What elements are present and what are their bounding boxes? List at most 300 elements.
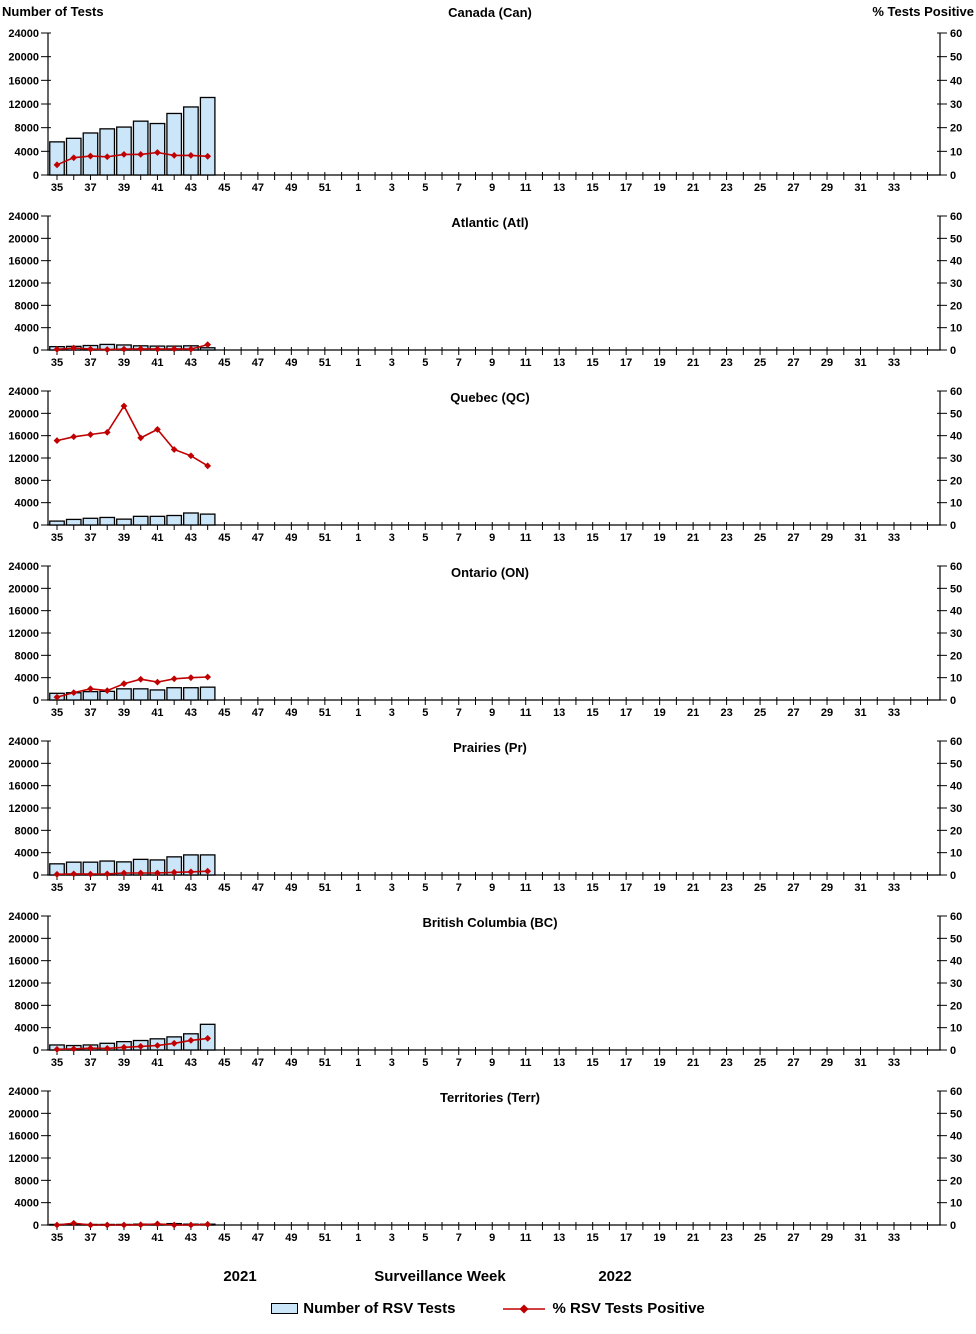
rsv-tests-bar-week-37 [83, 692, 98, 700]
x-axis-tick-label: 9 [489, 1232, 496, 1244]
percent-positive-marker-week-43 [188, 1222, 195, 1229]
left-axis-tick-label: 24000 [8, 211, 39, 223]
x-axis-tick-label: 31 [854, 357, 867, 369]
right-axis-tick-label: 60 [950, 28, 963, 40]
x-axis-tick-label: 39 [117, 1232, 131, 1244]
rsv-tests-bar-week-36 [66, 519, 81, 525]
panel-canada-can [0, 0, 976, 196]
right-axis-tick-label: 50 [950, 51, 963, 64]
x-axis-tick-label: 47 [251, 182, 265, 194]
x-axis-tick-label: 39 [117, 882, 131, 894]
x-axis-tick-label: 35 [50, 1232, 64, 1244]
x-axis-tick-label: 17 [620, 882, 633, 894]
x-axis-tick-label: 13 [553, 182, 566, 194]
x-axis-tick-label: 1 [355, 532, 362, 544]
left-axis-tick-label: 24000 [8, 911, 39, 923]
x-axis-tick-label: 9 [489, 882, 496, 894]
rsv-tests-bar-week-35 [50, 521, 65, 525]
x-axis-tick-label: 21 [686, 707, 700, 719]
right-axis-tick-label: 50 [950, 758, 963, 771]
year-2022-label: 2022 [598, 1268, 632, 1285]
x-axis-tick-label: 33 [887, 707, 901, 719]
right-axis-tick-label: 60 [950, 561, 963, 573]
left-axis-tick-label: 4000 [14, 1022, 39, 1035]
x-axis-tick-label: 11 [519, 357, 532, 369]
right-axis-tick-label: 30 [950, 278, 963, 290]
x-axis-tick-label: 23 [720, 357, 733, 369]
x-axis-tick-label: 3 [388, 182, 395, 194]
left-axis-tick-label: 20000 [8, 933, 39, 946]
x-axis-tick-label: 17 [620, 182, 633, 194]
year-2021-label: 2021 [223, 1268, 257, 1285]
right-axis-tick-label: 0 [950, 695, 957, 707]
percent-positive-marker-week-40 [137, 676, 144, 683]
x-axis-tick-label: 25 [753, 182, 767, 194]
x-axis-tick-label: 41 [151, 532, 164, 544]
x-axis-tick-label: 5 [422, 182, 429, 194]
x-axis-tick-label: 43 [184, 182, 198, 194]
rsv-tests-bar-week-43 [184, 107, 199, 175]
x-axis-tick-label: 37 [84, 357, 97, 369]
x-axis-tick-label: 27 [787, 707, 800, 719]
x-axis-tick-label: 1 [355, 357, 362, 369]
panel-title-quebec-qc: Quebec (QC) [450, 390, 530, 405]
x-axis-tick-label: 39 [117, 357, 131, 369]
x-axis-tick-label: 27 [787, 1057, 800, 1069]
x-axis-tick-label: 3 [388, 357, 395, 369]
x-axis-tick-label: 21 [686, 1232, 700, 1244]
percent-positive-marker-week-41 [154, 679, 161, 686]
left-axis-tick-label: 0 [32, 170, 39, 182]
x-axis-tick-label: 19 [653, 1057, 666, 1069]
percent-positive-marker-week-39 [121, 1222, 128, 1229]
right-axis-tick-label: 20 [950, 825, 963, 838]
left-axis-tick-label: 12000 [8, 453, 39, 465]
x-axis-tick-label: 43 [184, 1232, 198, 1244]
x-axis-tick-label: 21 [686, 882, 700, 894]
x-axis-tick-label: 25 [753, 357, 767, 369]
x-axis-tick-label: 17 [620, 707, 633, 719]
x-axis-tick-label: 47 [251, 882, 265, 894]
right-axis-tick-label: 40 [950, 780, 963, 793]
left-axis-tick-label: 8000 [14, 1175, 39, 1188]
rsv-tests-bar-week-44 [200, 97, 215, 175]
rsv-tests-bar-week-40 [133, 689, 148, 700]
x-axis-tick-label: 15 [586, 182, 599, 194]
x-axis-tick-label: 37 [84, 1057, 97, 1069]
panel-quebec-qc [0, 371, 976, 546]
x-axis-tick-label: 13 [553, 1057, 566, 1069]
panel-ontario-on [0, 546, 976, 721]
x-axis-tick-label: 13 [553, 707, 566, 719]
left-axis-tick-label: 8000 [14, 475, 39, 488]
x-axis-tick-label: 37 [84, 1232, 97, 1244]
percent-positive-marker-week-44 [204, 1221, 211, 1228]
x-axis-tick-label: 5 [422, 357, 429, 369]
right-axis-tick-label: 10 [950, 497, 963, 510]
x-axis-tick-label: 43 [184, 1057, 198, 1069]
left-axis-tick-label: 16000 [8, 605, 39, 618]
x-axis-tick-label: 25 [753, 1057, 767, 1069]
rsv-tests-bar-week-44 [200, 514, 215, 525]
x-axis-tick-label: 45 [218, 882, 231, 894]
left-axis-title: Number of Tests [2, 4, 104, 19]
x-axis-tick-label: 3 [388, 707, 395, 719]
x-axis-tick-label: 25 [753, 1232, 767, 1244]
x-axis-tick-label: 29 [820, 1232, 834, 1244]
x-axis-tick-label: 21 [686, 1057, 700, 1069]
panel-british-columbia-bc [0, 896, 976, 1071]
right-axis-tick-label: 20 [950, 300, 963, 313]
x-axis-tick-label: 19 [653, 182, 666, 194]
x-axis-tick-label: 9 [489, 182, 496, 194]
x-axis-tick-label: 37 [84, 532, 97, 544]
x-axis-tick-label: 41 [151, 357, 164, 369]
right-axis-tick-label: 60 [950, 386, 963, 398]
right-axis-tick-label: 10 [950, 146, 963, 159]
x-axis-tick-label: 1 [355, 182, 362, 194]
right-axis-tick-label: 0 [950, 1045, 957, 1057]
x-axis-tick-label: 31 [854, 707, 867, 719]
x-axis-tick-label: 23 [720, 532, 733, 544]
left-axis-tick-label: 20000 [8, 51, 39, 64]
x-axis-tick-label: 7 [455, 1232, 462, 1244]
x-axis-tick-label: 31 [854, 1057, 867, 1069]
x-axis-tick-label: 7 [455, 882, 462, 894]
right-axis-tick-label: 50 [950, 583, 963, 596]
x-axis-tick-label: 41 [151, 1232, 164, 1244]
x-axis-tick-label: 35 [50, 1057, 64, 1069]
x-axis-tick-label: 47 [251, 1057, 265, 1069]
x-axis-tick-label: 49 [285, 707, 298, 719]
x-axis-tick-label: 21 [686, 357, 700, 369]
right-axis-tick-label: 60 [950, 211, 963, 223]
legend-tests-label: Number of RSV Tests [303, 1300, 456, 1317]
x-axis-tick-label: 33 [887, 182, 901, 194]
left-axis-tick-label: 12000 [8, 803, 39, 815]
rsv-tests-bar-week-42 [167, 113, 182, 175]
x-axis-tick-label: 33 [887, 532, 901, 544]
right-axis-tick-label: 10 [950, 1022, 963, 1035]
rsv-tests-bar-week-40 [133, 121, 148, 175]
left-axis-tick-label: 20000 [8, 408, 39, 421]
x-axis-tick-label: 25 [753, 532, 767, 544]
x-axis-tick-label: 7 [455, 357, 462, 369]
x-axis-tick-label: 3 [388, 1232, 395, 1244]
panel-title-ontario-on: Ontario (ON) [451, 565, 529, 580]
x-axis-tick-label: 15 [586, 707, 599, 719]
x-axis-tick-label: 27 [787, 532, 800, 544]
x-axis-tick-label: 27 [787, 1232, 800, 1244]
x-axis-tick-label: 17 [620, 532, 633, 544]
x-axis-tick-label: 7 [455, 532, 462, 544]
legend-item-tests [271, 1300, 455, 1317]
x-axis-tick-label: 17 [620, 1057, 633, 1069]
rsv-tests-bar-week-43 [184, 513, 199, 525]
x-axis-tick-label: 35 [50, 707, 64, 719]
left-axis-tick-label: 20000 [8, 233, 39, 246]
x-axis-tick-label: 15 [586, 357, 599, 369]
right-axis-tick-label: 40 [950, 1130, 963, 1143]
right-axis-tick-label: 30 [950, 978, 963, 990]
left-axis-tick-label: 24000 [8, 386, 39, 398]
left-axis-tick-label: 20000 [8, 1108, 39, 1121]
percent-positive-marker-week-44 [204, 674, 211, 681]
percent-positive-marker-week-40 [137, 435, 144, 442]
x-axis-tick-label: 45 [218, 357, 231, 369]
right-axis-tick-label: 20 [950, 475, 963, 488]
x-axis-tick-label: 21 [686, 532, 700, 544]
x-axis-tick-label: 35 [50, 357, 64, 369]
x-axis-tick-label: 51 [318, 882, 331, 894]
right-axis-tick-label: 30 [950, 628, 963, 640]
x-axis-tick-label: 13 [553, 357, 566, 369]
legend-positive-label: % RSV Tests Positive [552, 1300, 705, 1317]
right-axis-tick-label: 40 [950, 955, 963, 968]
percent-positive-marker-week-40 [137, 1221, 144, 1228]
left-axis-tick-label: 0 [32, 1045, 39, 1057]
left-axis-tick-label: 8000 [14, 825, 39, 838]
x-axis-tick-label: 39 [117, 707, 131, 719]
bottom-axis-area [0, 1246, 976, 1334]
x-axis-tick-label: 19 [653, 707, 666, 719]
x-axis-tick-label: 41 [151, 707, 164, 719]
x-axis-tick-label: 11 [519, 1232, 532, 1244]
x-axis-tick-label: 41 [151, 882, 164, 894]
right-axis-tick-label: 50 [950, 933, 963, 946]
x-axis-tick-label: 23 [720, 1232, 733, 1244]
x-axis-tick-label: 3 [388, 1057, 395, 1069]
percent-positive-marker-week-35 [54, 437, 61, 444]
x-axis-tick-label: 13 [553, 532, 566, 544]
x-axis-tick-label: 7 [455, 707, 462, 719]
x-axis-tick-label: 1 [355, 882, 362, 894]
x-axis-tick-label: 49 [285, 182, 298, 194]
x-axis-tick-label: 29 [820, 357, 834, 369]
x-axis-tick-label: 15 [586, 532, 599, 544]
rsv-tests-bar-week-42 [167, 516, 182, 525]
panel-title-prairies-pr: Prairies (Pr) [453, 740, 527, 755]
right-axis-tick-label: 30 [950, 99, 963, 111]
x-axis-tick-label: 33 [887, 1232, 901, 1244]
rsv-tests-bar-week-37 [83, 518, 98, 525]
right-axis-tick-label: 40 [950, 430, 963, 443]
rsv-tests-bar-week-38 [100, 129, 115, 175]
x-axis-tick-label: 35 [50, 532, 64, 544]
right-axis-tick-label: 60 [950, 911, 963, 923]
x-axis-tick-label: 11 [519, 882, 532, 894]
x-axis-tick-label: 43 [184, 707, 198, 719]
left-axis-tick-label: 4000 [14, 672, 39, 685]
panel-title-canada-can: Canada (Can) [448, 5, 532, 20]
legend-bar-swatch-icon [271, 1303, 298, 1314]
x-axis-tick-label: 29 [820, 182, 834, 194]
left-axis-tick-label: 0 [32, 345, 39, 357]
chart-legend [0, 1300, 976, 1317]
right-axis-tick-label: 50 [950, 1108, 963, 1121]
rsv-tests-bar-week-39 [117, 519, 131, 525]
percent-positive-marker-week-44 [204, 341, 211, 348]
x-axis-tick-label: 37 [84, 707, 97, 719]
x-axis-tick-label: 47 [251, 707, 265, 719]
x-axis-tick-label: 17 [620, 357, 633, 369]
x-axis-tick-label: 9 [489, 532, 496, 544]
x-axis-tick-label: 15 [586, 1057, 599, 1069]
x-axis-tick-label: 11 [519, 532, 532, 544]
right-axis-tick-label: 20 [950, 1000, 963, 1013]
rsv-tests-bar-week-41 [150, 516, 165, 525]
x-axis-tick-label: 41 [151, 182, 164, 194]
x-axis-tick-label: 51 [318, 182, 331, 194]
x-axis-tick-label: 5 [422, 1057, 429, 1069]
left-axis-tick-label: 16000 [8, 780, 39, 793]
x-axis-tick-label: 45 [218, 1232, 231, 1244]
left-axis-tick-label: 20000 [8, 758, 39, 771]
x-axis-tick-label: 25 [753, 882, 767, 894]
x-axis-tick-label: 5 [422, 707, 429, 719]
x-axis-tick-label: 27 [787, 882, 800, 894]
right-axis-tick-label: 0 [950, 520, 957, 532]
x-axis-tick-label: 29 [820, 1057, 834, 1069]
left-axis-tick-label: 0 [32, 1220, 39, 1232]
percent-positive-marker-week-39 [121, 680, 128, 687]
left-axis-tick-label: 0 [32, 695, 39, 707]
legend-item-positive [501, 1300, 704, 1317]
panel-title-territories-terr: Territories (Terr) [440, 1090, 540, 1105]
x-axis-tick-label: 19 [653, 357, 666, 369]
right-axis-tick-label: 50 [950, 233, 963, 246]
right-axis-tick-label: 20 [950, 1175, 963, 1188]
x-axis-tick-label: 47 [251, 532, 265, 544]
right-axis-tick-label: 30 [950, 1153, 963, 1165]
x-axis-tick-label: 5 [422, 532, 429, 544]
x-axis-tick-label: 9 [489, 357, 496, 369]
right-axis-title: % Tests Positive [872, 4, 974, 19]
x-axis-tick-label: 35 [50, 182, 64, 194]
left-axis-tick-label: 24000 [8, 561, 39, 573]
right-axis-tick-label: 0 [950, 1220, 957, 1232]
rsv-tests-bar-week-43 [184, 688, 199, 700]
x-axis-tick-label: 11 [519, 1057, 532, 1069]
left-axis-tick-label: 12000 [8, 278, 39, 290]
left-axis-tick-label: 16000 [8, 955, 39, 968]
left-axis-tick-label: 8000 [14, 650, 39, 663]
x-axis-tick-label: 23 [720, 1057, 733, 1069]
rsv-tests-bar-week-40 [133, 516, 148, 525]
left-axis-tick-label: 8000 [14, 122, 39, 135]
right-axis-tick-label: 10 [950, 322, 963, 335]
x-axis-tick-label: 35 [50, 882, 64, 894]
right-axis-tick-label: 30 [950, 453, 963, 465]
percent-positive-marker-week-42 [171, 1222, 178, 1229]
x-axis-tick-label: 39 [117, 182, 131, 194]
panel-prairies-pr [0, 721, 976, 896]
x-axis-tick-label: 13 [553, 1232, 566, 1244]
x-axis-tick-label: 49 [285, 1232, 298, 1244]
x-axis-tick-label: 47 [251, 1232, 265, 1244]
x-axis-tick-label: 51 [318, 532, 331, 544]
left-axis-tick-label: 4000 [14, 1197, 39, 1210]
x-axis-tick-label: 45 [218, 707, 231, 719]
left-axis-tick-label: 8000 [14, 1000, 39, 1013]
left-axis-tick-label: 0 [32, 870, 39, 882]
x-axis-tick-label: 5 [422, 1232, 429, 1244]
x-axis-tick-label: 43 [184, 882, 198, 894]
right-axis-tick-label: 10 [950, 1197, 963, 1210]
left-axis-tick-label: 20000 [8, 583, 39, 596]
rsv-tests-bar-week-44 [200, 687, 215, 700]
x-axis-tick-label: 41 [151, 1057, 164, 1069]
x-axis-tick-label: 3 [388, 532, 395, 544]
right-axis-tick-label: 30 [950, 803, 963, 815]
left-axis-tick-label: 16000 [8, 430, 39, 443]
rsv-tests-bar-week-41 [150, 690, 165, 700]
x-axis-tick-label: 37 [84, 882, 97, 894]
x-axis-tick-label: 13 [553, 882, 566, 894]
left-axis-tick-label: 8000 [14, 300, 39, 313]
left-axis-tick-label: 4000 [14, 847, 39, 860]
x-axis-tick-label: 7 [455, 1057, 462, 1069]
percent-positive-marker-week-38 [104, 1222, 111, 1229]
percent-positive-marker-week-41 [154, 1220, 161, 1227]
x-axis-tick-label: 49 [285, 357, 298, 369]
x-axis-tick-label: 45 [218, 532, 231, 544]
x-axis-tick-label: 17 [620, 1232, 633, 1244]
x-axis-tick-label: 31 [854, 1232, 867, 1244]
rsv-tests-bar-week-44 [200, 348, 215, 350]
x-axis-tick-label: 51 [318, 357, 331, 369]
rsv-tests-bar-week-35 [50, 142, 65, 175]
x-axis-tick-label: 51 [318, 707, 331, 719]
x-axis-tick-label: 39 [117, 532, 131, 544]
left-axis-tick-label: 4000 [14, 497, 39, 510]
panel-territories-terr [0, 1071, 976, 1246]
rsv-tests-bar-week-39 [117, 689, 131, 700]
x-axis-tick-label: 29 [820, 882, 834, 894]
x-axis-tick-label: 37 [84, 182, 97, 194]
x-axis-tick-label: 31 [854, 182, 867, 194]
right-axis-tick-label: 0 [950, 170, 957, 182]
left-axis-tick-label: 24000 [8, 736, 39, 748]
x-axis-tick-label: 11 [519, 182, 532, 194]
legend-line-swatch-icon [501, 1303, 547, 1315]
x-axis-tick-label: 27 [787, 182, 800, 194]
x-axis-tick-label: 11 [519, 707, 532, 719]
left-axis-tick-label: 0 [32, 520, 39, 532]
x-axis-tick-label: 23 [720, 882, 733, 894]
left-axis-tick-label: 4000 [14, 322, 39, 335]
panel-atlantic-atl [0, 196, 976, 371]
x-axis-tick-label: 9 [489, 707, 496, 719]
panel-title-atlantic-atl: Atlantic (Atl) [451, 215, 529, 230]
right-axis-tick-label: 10 [950, 672, 963, 685]
left-axis-tick-label: 16000 [8, 1130, 39, 1143]
x-axis-tick-label: 19 [653, 532, 666, 544]
x-axis-tick-label: 21 [686, 182, 700, 194]
panel-title-british-columbia-bc: British Columbia (BC) [422, 915, 558, 930]
right-axis-tick-label: 10 [950, 847, 963, 860]
left-axis-tick-label: 24000 [8, 28, 39, 40]
x-axis-tick-label: 27 [787, 357, 800, 369]
x-axis-tick-label: 9 [489, 1057, 496, 1069]
x-axis-tick-label: 29 [820, 532, 834, 544]
right-axis-tick-label: 60 [950, 736, 963, 748]
percent-positive-marker-week-43 [188, 674, 195, 681]
x-axis-tick-label: 1 [355, 707, 362, 719]
right-axis-tick-label: 50 [950, 408, 963, 421]
right-axis-tick-label: 60 [950, 1086, 963, 1098]
x-axis-tick-label: 43 [184, 357, 198, 369]
